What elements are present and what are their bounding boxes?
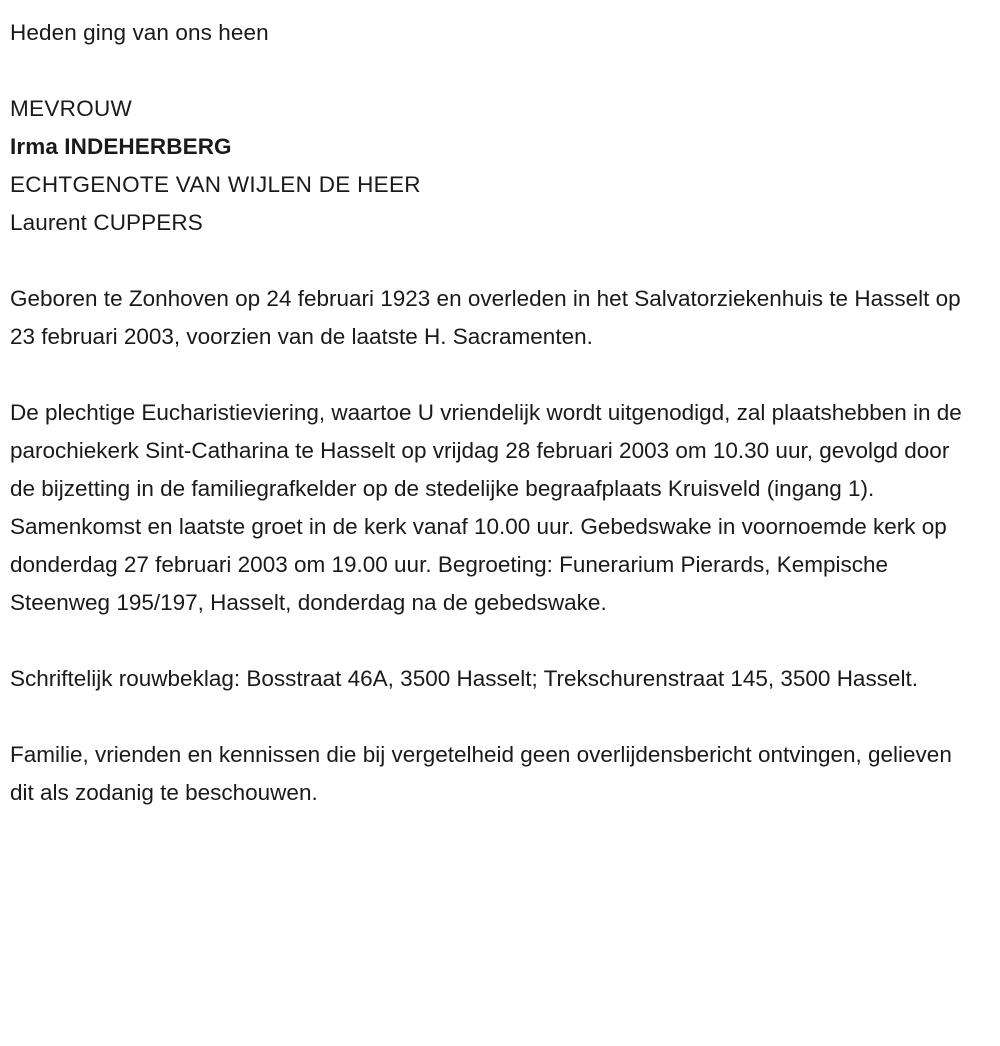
spacer-after-service	[10, 622, 978, 660]
honorific-title: MEVROUW	[10, 96, 133, 121]
deceased-name: Irma INDEHERBERG	[10, 134, 232, 159]
deceased-identity-block	[10, 90, 978, 242]
service-details-paragraph: De plechtige Eucharistieviering, waartoe U vriendelijk wordt uitgenodigd, zal plaatshebben in de parochiekerk Sint-Catharina te Hasselt op vrijdag 28 februari 2003 om 10.30 uur, gevolgd door de bijzetting in de familiegrafkelder op de stedelijke begraafplaats Kruisveld (ingang 1). Samenkomst en laatste groet in de kerk vanaf 10.00 uur. Gebedswake in voornoemde kerk op donderdag 27 februari 2003 om 19.00 uur. Begroeting: Funerarium Pierards, Kempische Steenweg 195/197, Hasselt, donderdag na de gebedswake.	[10, 400, 962, 615]
spouse-name: Laurent CUPPERS	[10, 210, 203, 235]
salutation-block	[10, 14, 978, 52]
relation-text: ECHTGENOTE VAN WIJLEN DE HEER	[10, 172, 421, 197]
spacer-after-condolences	[10, 698, 978, 736]
spacer-after-birth-death	[10, 356, 978, 394]
birth-death-paragraph: Geboren te Zonhoven op 24 februari 1923 en overleden in het Salvatorziekenhuis te Hasselt op 23 februari 2003, voorzien van de laatste H. Sacramenten.	[10, 286, 961, 349]
condolences-paragraph: Schriftelijk rouwbeklag: Bosstraat 46A, 3500 Hasselt; Trekschurenstraat 145, 3500 Hasselt.	[10, 666, 918, 691]
salutation-text: Heden ging van ons heen	[10, 20, 269, 45]
spacer-after-salutation	[10, 52, 978, 90]
closing-paragraph: Familie, vrienden en kennissen die bij vergetelheid geen overlijdensbericht ontvingen, gelieven dit als zodanig te beschouwen.	[10, 742, 952, 805]
spacer-after-identity	[10, 242, 978, 280]
